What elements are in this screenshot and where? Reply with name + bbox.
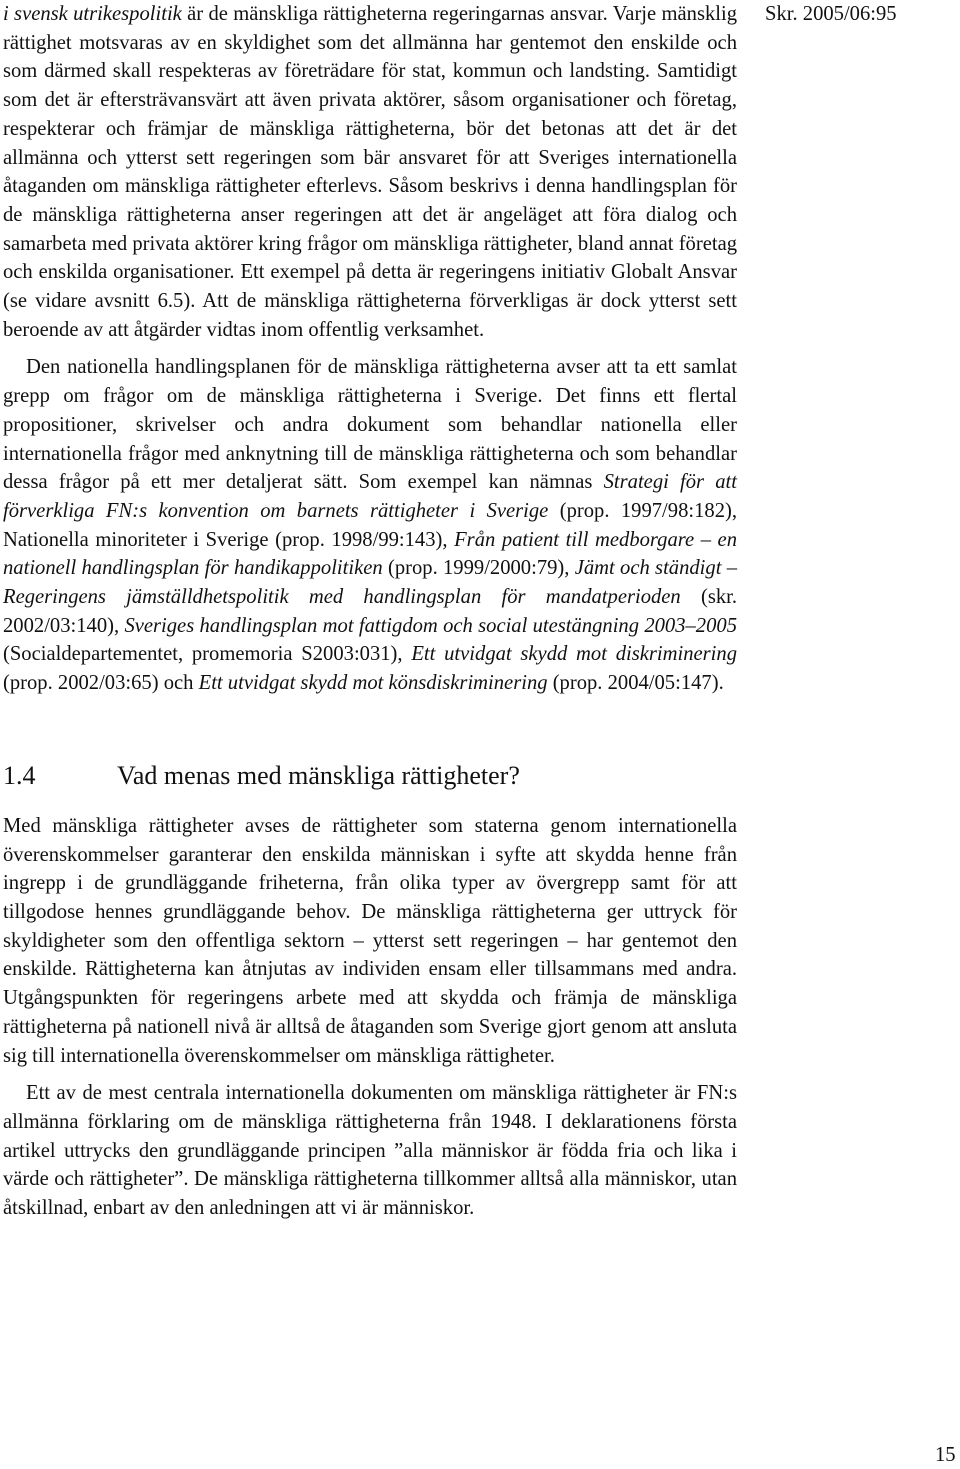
section-title: Vad menas med mänskliga rättigheter? (117, 760, 520, 790)
page-number: 15 (935, 1444, 956, 1466)
document-title-italic: Ett utvidgat skydd mot diskriminering (411, 643, 737, 666)
paragraph-definition: Med mänskliga rättigheter avses de rättigheter som staterna genom internationella överenskommelser garanterar den enskilda människan i syfte att skydda henne från ingrepp i de grundläggande friheterna, från olika typer av övergrepp samt för att tillgodose hennes grundläggande behov. De mänskliga rättigheterna ger uttryck för skyldigheter som den offentliga sektorn – ytterst sett regeringen – har gentemot den enskilde. Rättigheterna kan åtnjutas av individen ensam eller tillsammans med andra. Utgångspunkten för regeringens arbete med att skydda och främja de mänskliga rättigheterna på nationell nivå är alltså de åtaganden som Sverige gjort genom att ansluta sig till internationella överenskommelser om mänskliga rättigheter. (3, 814, 737, 1067)
paragraph-text: Den nationella handlingsplanen för de mänskliga rättigheterna avser att ta ett samlat grepp om frågor om de mänskliga rättigheterna i Sverige. Det finns ett flertal propositioner, skrivelser och andra dokument som behandlar nationella eller internationella frågor med anknytning till de mänskliga rättigheterna och som behandlar dessa frågor på ett mer detaljerat sätt. Som exempel kan nämnas (3, 356, 737, 494)
document-title-italic: Från patient till medborgare – en nationell handlingsplan för handikappolitiken (3, 528, 737, 580)
document-reference: Skr. 2005/06:95 (765, 3, 897, 25)
paragraph-un-declaration: Ett av de mest centrala internationella dokumenten om mänskliga rättigheter är FN:s allmänna förklaring om de mänskliga rättigheterna från 1948. I deklarationens första artikel uttrycks den grundläggande principen ”alla människor är födda fria och lika i värde och rättigheter”. De mänskliga rättigheterna tillkommer alltså alla människor, utan åtskillnad, enbart av den anledningen att vi är människor. (3, 1082, 737, 1220)
document-title-italic: Strategi för att förverkliga FN:s konvention om barnets rättigheter i Sverige (3, 471, 737, 522)
main-text-column (3, 0, 737, 1223)
section-number: 1.4 (3, 760, 36, 790)
paragraph-text: (prop. 2002/03:65) och (3, 672, 199, 695)
paragraph-text: (prop. 1999/2000:79), (382, 557, 575, 580)
document-title-italic: Ett utvidgat skydd mot könsdiskriminering (198, 672, 548, 695)
paragraph-text: (skr. 2002/03:140), (3, 586, 738, 637)
document-title-italic: Sveriges handlingsplan mot fattigdom och social utestängning 2003–2005 (124, 614, 737, 637)
italic-phrase: i svensk utrikespolitik (3, 3, 182, 25)
paragraph-national-plan (3, 353, 737, 697)
paragraph-text: är de mänskliga rättigheterna regeringarnas ansvar. Varje mänsklig rättighet motsvaras av en skyldighet som det allmänna har gentemot den enskilde och som därmed skall respekteras av företrädare för stat, kommun och landsting. Samtidigt som det är eftersträvansvärt att även privata aktörer, såsom organisationer och företag, respekterar och främjar de mänskliga rättigheterna, bör det betonas att det är det allmänna och ytterst sett regeringen som bär ansvaret för att Sveriges internationella åtaganden om mänskliga rättigheter efterlevs. Såsom beskrivs i denna handlingsplan för de mänskliga rättigheterna anser regeringen att det är angeläget att föra dialog och samarbeta med privata aktörer kring frågor om mänskliga rättigheter, bland annat företag och enskilda organisationer. Ett exempel på detta är regeringens initiativ Globalt Ansvar (se vidare avsnitt 6.5). Att de mänskliga rättigheterna förverkligas är dock ytterst sett beroende av att åtgärder vidtas inom offentlig verksamhet. (3, 3, 738, 341)
paragraph-public-responsibility (3, 0, 737, 344)
paragraph-text: (prop. 2004/05:147). (547, 672, 724, 695)
section-heading (3, 760, 737, 792)
paragraph-text: (prop. 1997/98:182), Nationella minoriteter i Sverige (prop. 1998/99:143), (3, 499, 737, 551)
paragraph-text: (Socialdepartementet, promemoria S2003:031), (3, 643, 412, 666)
document-title-italic: Jämt och ständigt – Regeringens jämställdhetspolitik med handlingsplan för mandatperioden (3, 557, 738, 609)
